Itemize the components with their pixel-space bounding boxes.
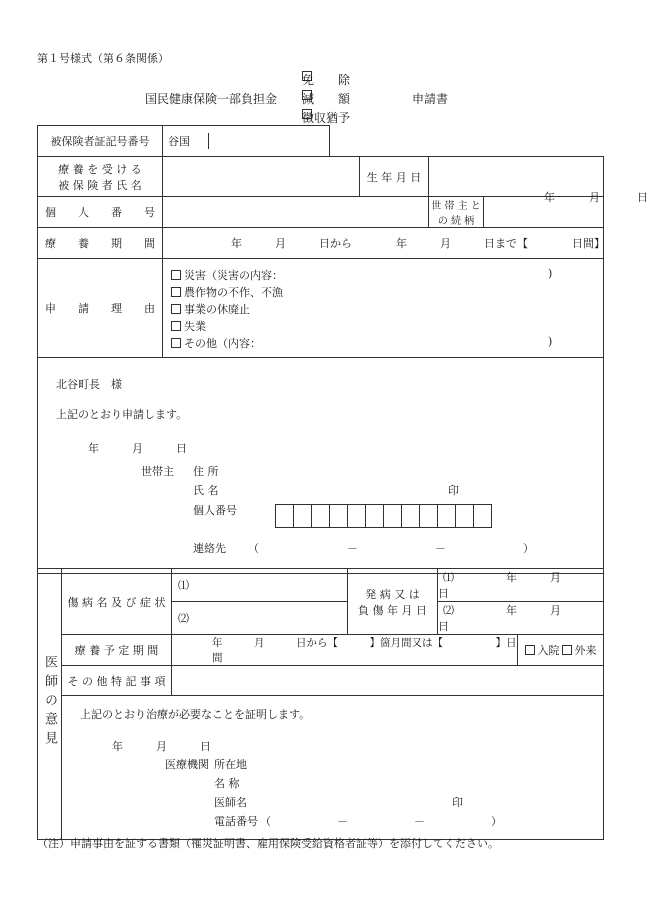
applicant-date[interactable]: 年 月 日 — [88, 442, 187, 455]
doctor-name-label: 医師名 — [214, 796, 247, 809]
phone-label: 電話番号 — [214, 815, 258, 828]
insured-name-label: 療 養 を 受 け る 被 保 険 者 氏 名 — [38, 157, 163, 197]
onset-date-2[interactable]: ⑵ 年 月 日 — [438, 602, 604, 635]
title-suffix: 申請書 — [412, 92, 449, 106]
addressee: 北谷町長 様 — [56, 378, 122, 391]
householder-label: 世帯主 — [141, 465, 174, 478]
birth-date-field[interactable]: 年 月 日 — [429, 157, 604, 197]
other-notes-label: そ の 他 特 記 事 項 — [62, 666, 172, 696]
doctor-opinion-table — [37, 568, 604, 840]
insured-card-field[interactable] — [163, 126, 330, 157]
onset-date-1[interactable]: ⑴ 年 月 日 — [438, 569, 604, 602]
doctor-section-label: 医師の意見 — [38, 569, 62, 840]
applicant-statement: 上記のとおり申請します。 — [56, 408, 188, 421]
relation-label: 世 帯 主 と の 続 柄 — [429, 197, 484, 228]
applicant-personal-no-boxes[interactable] — [275, 504, 492, 528]
name-label: 氏 名 — [193, 484, 219, 497]
disease-label: 傷 病 名 及 び 症 状 — [62, 569, 172, 635]
reason-crop-failure[interactable]: 農作物の不作、不漁 — [171, 284, 283, 300]
personal-number-field[interactable] — [163, 197, 429, 228]
checkbox-icon — [525, 645, 535, 655]
checkbox-icon — [562, 645, 572, 655]
form-number: 第１号様式（第６条関係） — [37, 52, 169, 65]
seal-mark: 印 — [448, 484, 459, 497]
doctor-certify-block — [62, 696, 604, 840]
reason-unemployment[interactable]: 失業 — [171, 318, 206, 334]
reason-label: 申 請 理 由 — [38, 259, 163, 358]
footnote: （注）申請事由を証する書類（罹災証明書、雇用保険受給資格者証等）を添付してください。 — [37, 837, 499, 850]
birth-date-label: 生 年 月 日 — [360, 157, 429, 197]
address-label: 住 所 — [193, 465, 219, 478]
insured-card-prefix: 谷国 — [163, 133, 209, 149]
institution-label: 医療機関 — [165, 758, 209, 771]
personal-no-label: 個人番号 — [193, 504, 237, 517]
location-label: 所在地 — [214, 758, 247, 771]
other-notes-field[interactable] — [172, 666, 604, 696]
doctor-seal-mark: 印 — [452, 796, 463, 809]
doctor-date[interactable]: 年 月 日 — [112, 740, 211, 753]
plan-field[interactable]: 年 月 日から【 】箇月間又は【 】日間 — [172, 635, 518, 666]
application-table — [37, 125, 648, 574]
inpatient-outpatient[interactable]: 入院 外来 — [518, 635, 604, 666]
insured-name-field[interactable] — [163, 157, 360, 197]
reason-other[interactable]: その他（内容： — [171, 335, 261, 351]
reason-disaster[interactable]: 災害（災害の内容： — [171, 267, 283, 283]
applicant-block — [38, 358, 604, 574]
plan-label: 療 養 予 定 期 間 — [62, 635, 172, 666]
insured-card-label: 被保険者証記号番号 — [38, 126, 163, 157]
contact-field[interactable]: （ － － ） — [248, 542, 534, 555]
onset-label: 発 病 又 は 負 傷 年 月 日 — [348, 569, 438, 635]
doctor-statement: 上記のとおり治療が必要なことを証明します。 — [80, 708, 311, 721]
phone-field[interactable]: （ － － ） — [260, 815, 502, 828]
period-label: 療 養 期 間 — [38, 228, 163, 259]
title-prefix: 国民健康保険一部負担金 — [145, 92, 278, 106]
reason-business-closure[interactable]: 事業の休廃止 — [171, 301, 250, 317]
reason-field: 災害（災害の内容： ) 農作物の不作、不漁 事業の休廃止 失業 その他（内容： ) — [163, 259, 604, 358]
contact-label: 連絡先 — [193, 542, 226, 555]
disease-field-1[interactable]: ⑴ — [172, 569, 348, 602]
institution-name-label: 名 称 — [214, 777, 240, 790]
disease-field-2[interactable]: ⑵ — [172, 602, 348, 635]
personal-number-label: 個 人 番 号 — [38, 197, 163, 228]
period-field[interactable]: 年 月 日から 年 月 日まで【 日間】 — [163, 228, 604, 259]
